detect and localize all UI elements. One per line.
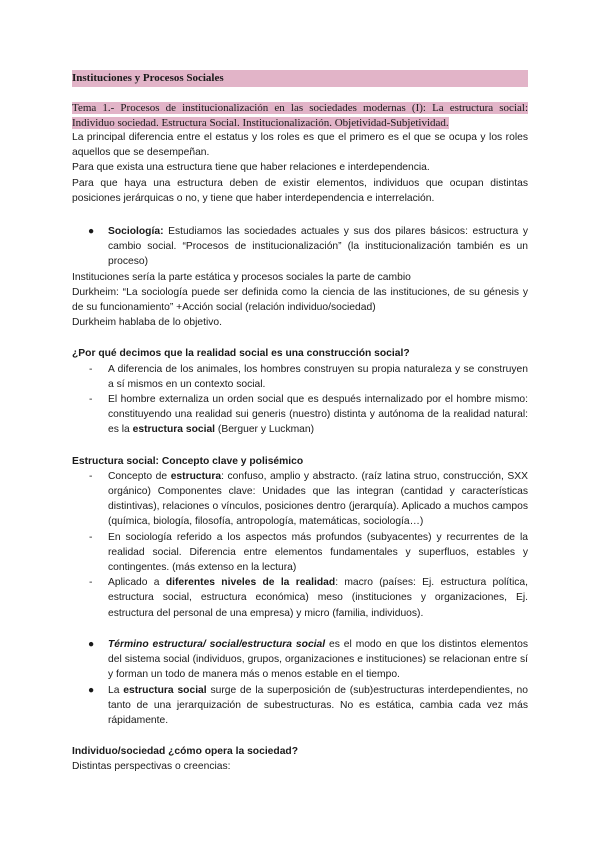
estructura-list bbox=[72, 469, 528, 621]
estructura-bullets bbox=[72, 637, 528, 728]
document-title: Instituciones y Procesos Sociales bbox=[72, 70, 528, 87]
bullet-icon: ● bbox=[88, 226, 95, 238]
q1-heading: ¿Por qué decimos que la realidad social es una construcción social? bbox=[72, 348, 410, 360]
q1-list bbox=[72, 362, 528, 438]
bullet-icon: ● bbox=[88, 684, 95, 696]
bullet-icon: ● bbox=[88, 638, 95, 650]
list-item: - A diferencia de los animales, los hombres construyen su propia naturaleza y se construyen a sí mismos en un contexto social. bbox=[89, 363, 528, 390]
intro-paragraph-1: La principal diferencia entre el estatus y los roles es que el primero es el que se ocupa y los roles aquellos que se desempeñan. bbox=[72, 132, 528, 159]
list-item: ● Término estructura/ social/estructura social es el modo en que los distintos elementos del sistema social (individuos, grupos, organizaciones e instituciones) se relacionan entre sí y forman un todo de manera más o menos estable en el tiempo. bbox=[88, 638, 528, 681]
durkheim-quote: Durkheim: “La sociología puede ser definida como la ciencia de las instituciones, de su génesis y de su funcionamiento” +Acción social (relación individuo/sociedad) bbox=[72, 286, 528, 314]
list-item bbox=[72, 224, 528, 270]
sociologia-text: Estudiamos las sociedades actuales y sus dos pilares básicos: estructura y cambio social. “Procesos de institucionalización” (la institucionalización también es un proceso) bbox=[108, 226, 528, 268]
list-item: - El hombre externaliza un orden social que es después internalizado por el hombre mismo: constituyendo una realidad sui generis (nuestro) distinta y autónoma de la realidad natural: es la estructura social (Berguer y Luckman) bbox=[89, 394, 528, 436]
individuo-text: Distintas perspectivas o creencias: bbox=[72, 761, 231, 773]
list-item: - En sociología referido a los aspectos más profundos (subyacentes) y recurrentes de la realidad social. Diferencia entre elementos fundamentales y superfluos, estables y contingentes. (más extenso en la lectura) bbox=[89, 531, 528, 574]
durkheim-objetivo: Durkheim hablaba de lo objetivo. bbox=[72, 317, 222, 329]
estructura-heading: Estructura social: Concepto clave y polisémico bbox=[72, 455, 304, 467]
individuo-heading: Individuo/sociedad ¿cómo opera la sociedad? bbox=[72, 746, 299, 758]
dash-icon: - bbox=[89, 394, 93, 406]
dash-icon: - bbox=[89, 531, 93, 543]
document-page bbox=[72, 70, 528, 775]
list-item: - Concepto de estructura: confuso, amplio y abstracto. (raíz latina struo, construcción, SXX orgánico) Componentes clave: Unidades que las integran (cantidad y características distintivas), relaciones o vínculos, posiciones dentro (jerarquía). Aplicado a muchos campos (química, biología, filosofía, antropología, matemáticas, sociología…) bbox=[89, 470, 528, 528]
tema-heading: Tema 1.- Procesos de institucionalización en las sociedades modernas (I): La estructura social: Individuo sociedad. Estructura Social. Institucionalización. Objetividad-Subjetividad. bbox=[72, 102, 528, 129]
dash-icon: - bbox=[89, 470, 93, 482]
dash-icon: - bbox=[89, 577, 93, 589]
instituciones-paragraph: Instituciones sería la parte estática y procesos sociales la parte de cambio bbox=[72, 271, 411, 283]
sociologia-term: Sociología: bbox=[108, 226, 164, 238]
list-item: ● La estructura social surge de la superposición de (sub)estructuras interdependientes, no tanto de una jerarquización de subestructuras. No es estática, cambia cada vez más rápidamente. bbox=[88, 684, 528, 726]
dash-icon: - bbox=[89, 363, 93, 375]
intro-paragraph-3: Para que haya una estructura deben de existir elementos, individuos que ocupan distintas posiciones jerárquicas o no, y tiene que haber interdependencia e interrelación. bbox=[72, 177, 528, 204]
sociologia-list bbox=[72, 224, 528, 270]
intro-paragraph-2: Para que exista una estructura tiene que haber relaciones e interdependencia. bbox=[72, 162, 430, 174]
list-item: - Aplicado a diferentes niveles de la realidad: macro (países: Ej. estructura política, estructura social, estructura económica) meso (instituciones y organizaciones, Ej. estructura del personal de una empresa) y micro (familia, individuos). bbox=[89, 577, 529, 619]
